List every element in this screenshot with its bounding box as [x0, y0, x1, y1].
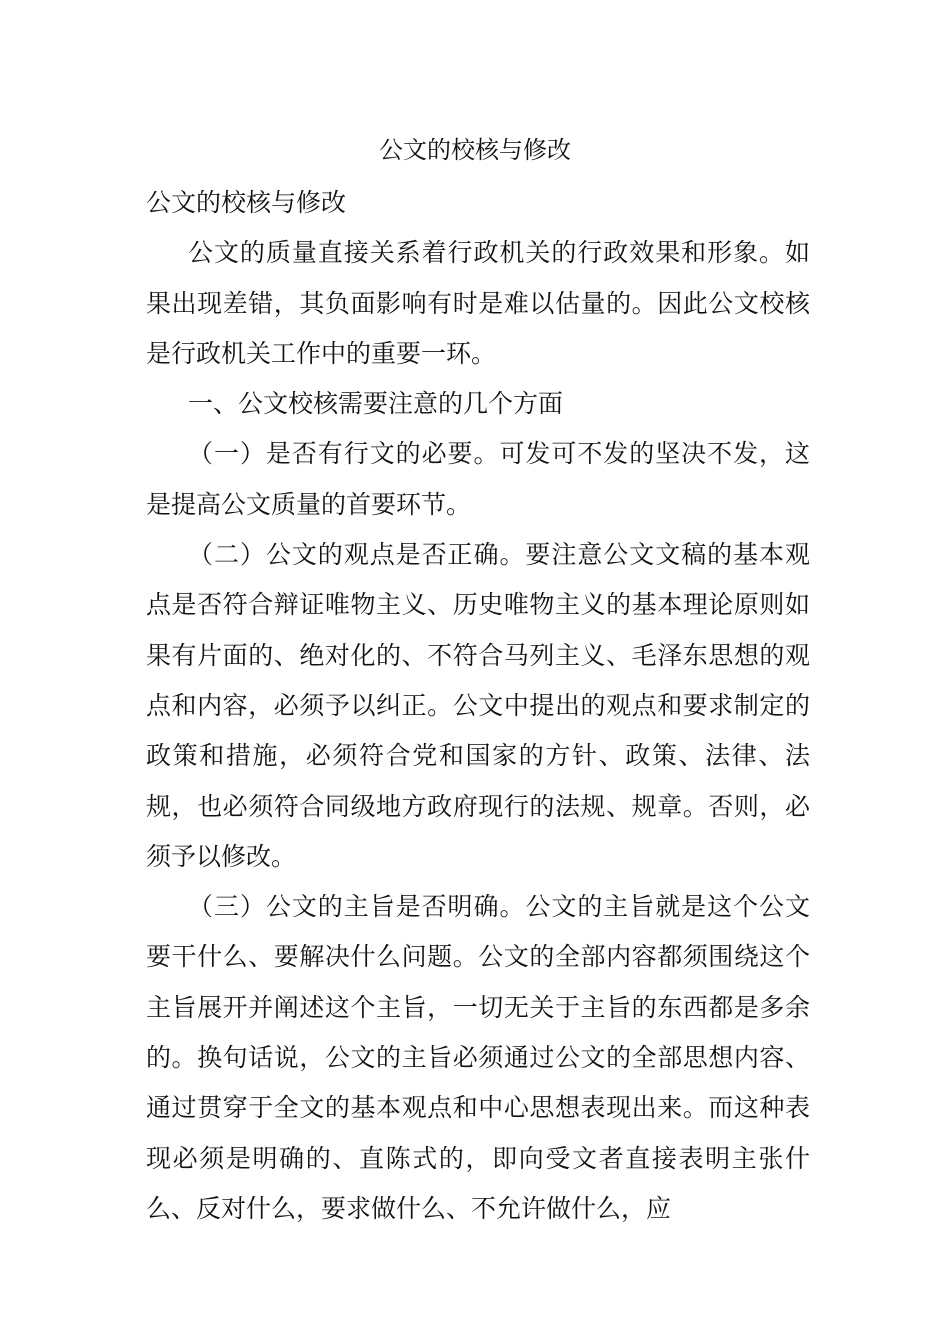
paragraph-item-1: （一）是否有行文的必要。可发可不发的坚决不发，这是提高公文质量的首要环节。: [146, 439, 810, 519]
section-heading-1: 一、公文校核需要注意的几个方面: [188, 389, 564, 419]
document-title: 公文的校核与修改: [379, 136, 571, 164]
document-subtitle: 公文的校核与修改: [146, 188, 347, 217]
document-body: [146, 178, 810, 1234]
paragraph-item-3: （三）公文的主旨是否明确。公文的主旨就是这个公文要干什么、要解决什么问题。公文的全部内容都须围绕这个主旨展开并阐述这个主旨，一切无关于主旨的东西都是多余的。换句话说，公文的主旨必须通过公文的全部思想内容、通过贯穿于全文的基本观点和中心思想表现出来。而这种表现必须是明确的、直陈式的，即向受文者直接表明主张什么、反对什么，要求做什么、不允许做什么，应: [146, 892, 810, 1223]
paragraph-item-2: （二）公文的观点是否正确。要注意公文文稿的基本观点是否符合辩证唯物主义、历史唯物主义的基本理论原则如果有片面的、绝对化的、不符合马列主义、毛泽东思想的观点和内容，必须予以纠正。公文中提出的观点和要求制定的政策和措施，必须符合党和国家的方针、政策、法律、法规，也必须符合同级地方政府现行的法规、规章。否则，必须予以修改。: [146, 540, 810, 871]
paragraph-intro: 公文的质量直接关系着行政机关的行政效果和形象。如果出现差错，其负面影响有时是难以估量的。因此公文校核是行政机关工作中的重要一环。: [146, 238, 810, 368]
